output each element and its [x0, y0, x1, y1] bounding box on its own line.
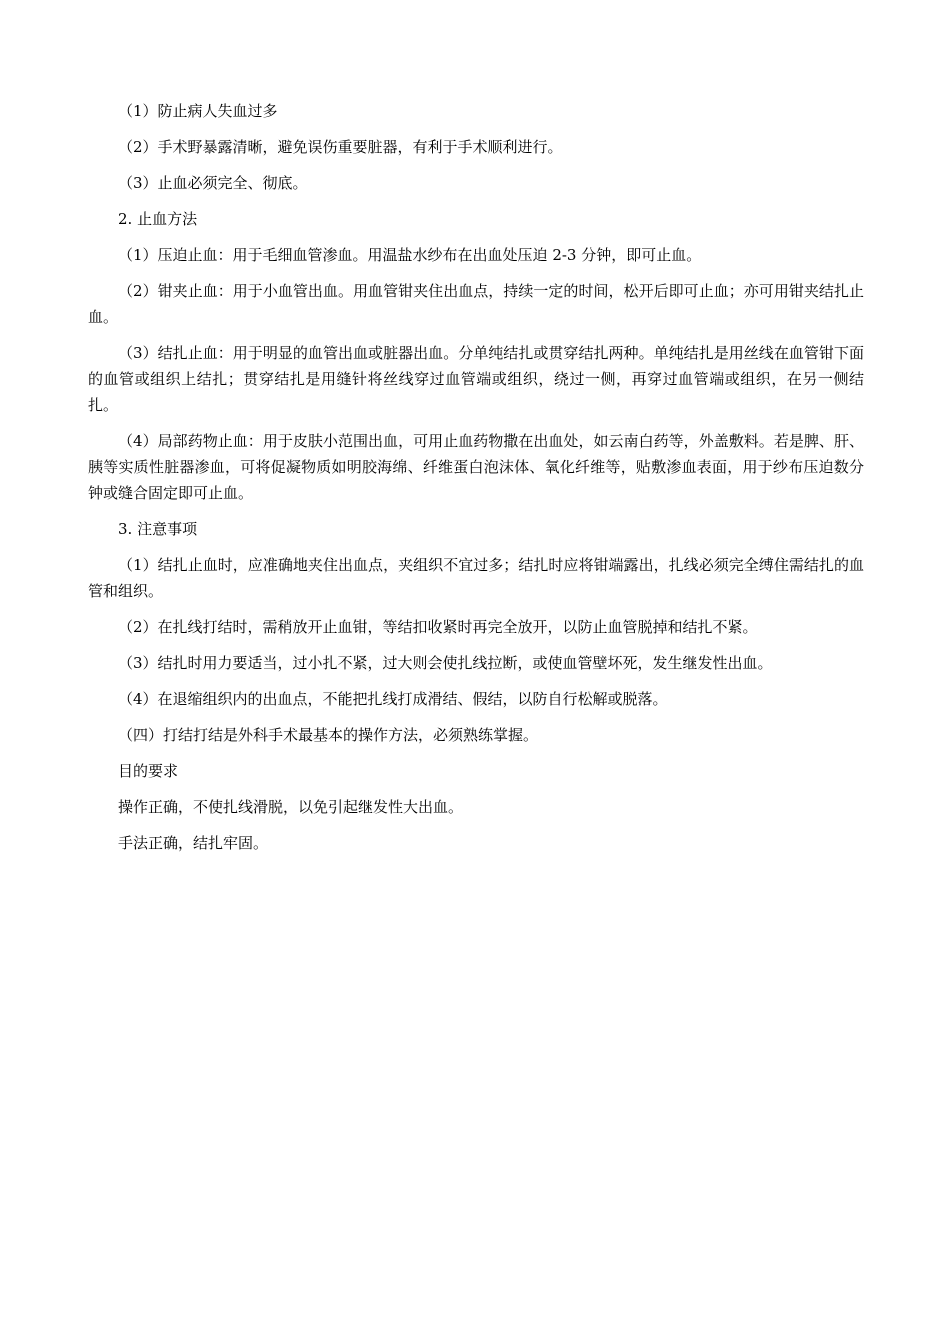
section-heading-precautions: 3. 注意事项 — [118, 520, 198, 538]
paragraph-precaution-2: （2）在扎线打结时，需稍放开止血钳，等结扣收紧时再完全放开，以防止血管脱掉和结扎不紧。 — [118, 618, 758, 636]
document-page — [88, 98, 864, 866]
section-heading-objectives: 目的要求 — [118, 762, 179, 780]
section-heading-hemostasis-methods: 2. 止血方法 — [118, 210, 198, 228]
paragraph-compression-hemostasis: （1）压迫止血：用于毛细血管渗血。用温盐水纱布在出血处压迫 2-3 分钟，即可止血。 — [118, 246, 702, 264]
paragraph-1: （1）防止病人失血过多 — [118, 102, 278, 120]
paragraph-knot-tying: （四）打结打结是外科手术最基本的操作方法，必须熟练掌握。 — [118, 726, 539, 744]
paragraph-clamp-hemostasis: （2）钳夹止血：用于小血管出血。用血管钳夹住出血点，持续一定的时间，松开后即可止血；亦可用钳夹结扎止血。 — [88, 282, 864, 326]
paragraph-2: （2）手术野暴露清晰，避免误伤重要脏器，有利于手术顺利进行。 — [118, 138, 563, 156]
paragraph-precaution-4: （4）在退缩组织内的出血点，不能把扎线打成滑结、假结，以防自行松解或脱落。 — [118, 690, 668, 708]
paragraph-objective-1: 操作正确，不使扎线滑脱，以免引起继发性大出血。 — [118, 798, 464, 816]
paragraph-objective-2: 手法正确，结扎牢固。 — [118, 834, 269, 852]
paragraph-3: （3）止血必须完全、彻底。 — [118, 174, 308, 192]
paragraph-precaution-3: （3）结扎时用力要适当，过小扎不紧，过大则会使扎线拉断，或使血管壁坏死，发生继发性出血。 — [118, 654, 773, 672]
paragraph-ligation-hemostasis: （3）结扎止血：用于明显的血管出血或脏器出血。分单纯结扎或贯穿结扎两种。单纯结扎是用丝线在血管钳下面的血管或组织上结扎；贯穿结扎是用缝针将丝线穿过血管端或组织，绕过一侧，再穿过血管端或组织，在另一侧结扎。 — [88, 344, 864, 414]
paragraph-precaution-1: （1）结扎止血时，应准确地夹住出血点，夹组织不宜过多；结扎时应将钳端露出，扎线必须完全缚住需结扎的血管和组织。 — [88, 556, 864, 600]
paragraph-topical-drug-hemostasis: （4）局部药物止血：用于皮肤小范围出血，可用止血药物撒在出血处，如云南白药等，外盖敷料。若是脾、肝、胰等实质性脏器渗血，可将促凝物质如明胶海绵、纤维蛋白泡沫体、氧化纤维等，贴敷渗血表面，用于纱布压迫数分钟或缝合固定即可止血。 — [88, 432, 864, 502]
